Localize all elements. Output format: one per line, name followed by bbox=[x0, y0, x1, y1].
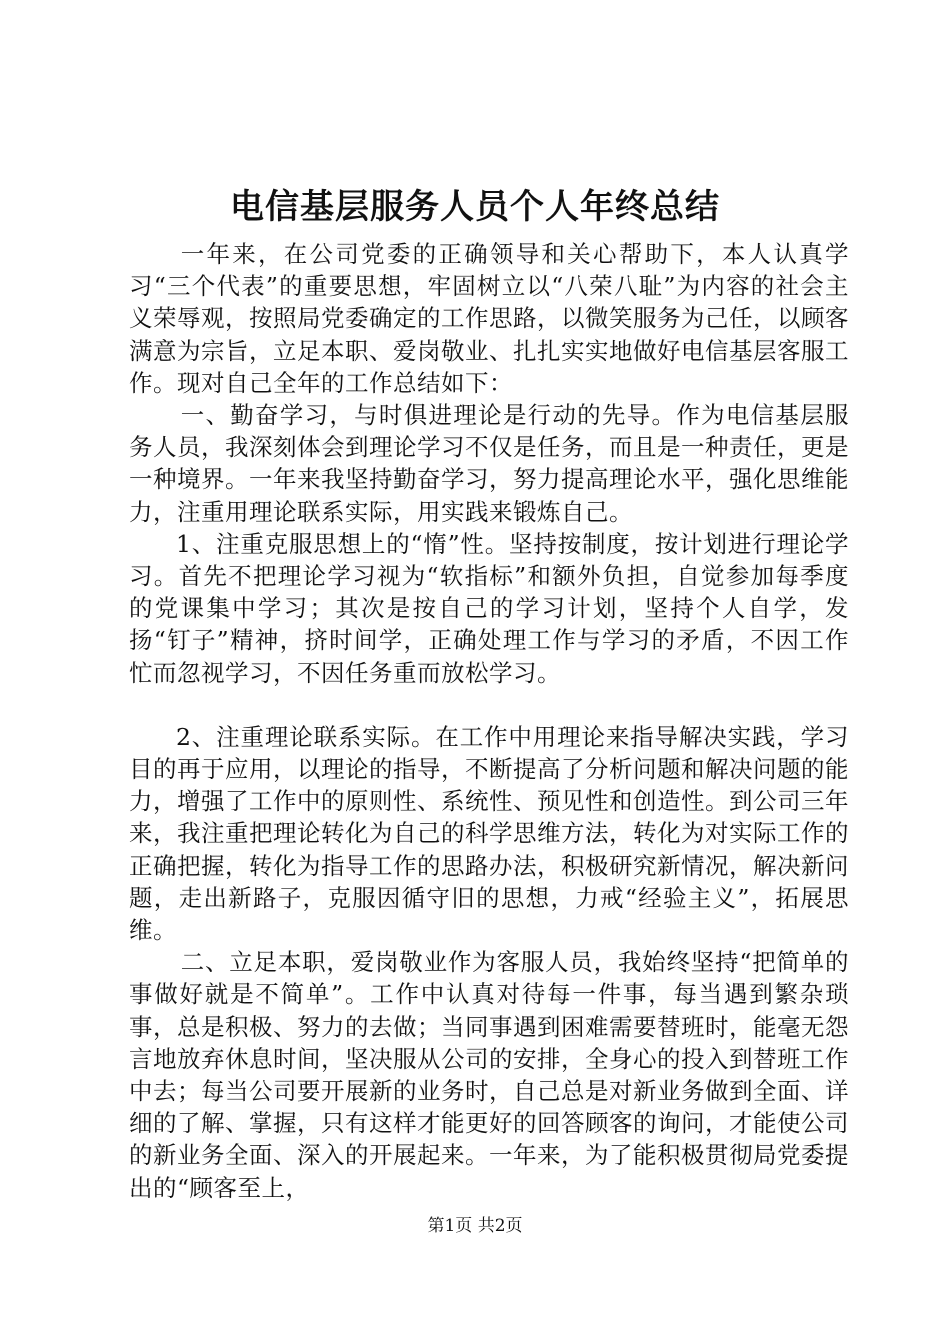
paragraph-section-2: 二、立足本职，爱岗敬业作为客服人员，我始终坚持“把简单的事做好就是不简单”。工作中认真对待每一件事，每当遇到繁杂琐事，总是积极、努力的去做；当同事遇到困难需要替班时，能毫无怨言地放弃休息时间，坚决服从公司的安排，全身心的投入到替班工作中去；每当公司要开展新的业务时，自己总是对新业务做到全面、详细的了解、掌握，只有这样才能更好的回答顾客的询问，才能使公司的新业务全面、深入的开展起来。一年来，为了能积极贯彻局党委提出的“顾客至上， bbox=[129, 948, 849, 1202]
paragraph-item-2: 2、注重理论联系实际。在工作中用理论来指导解决实践，学习目的再于应用，以理论的指导，不断提高了分析问题和解决问题的能力，增强了工作中的原则性、系统性、预见性和创造性。到公司三年来，我注重把理论转化为自己的科学思维方法，转化为对实际工作的正确把握，转化为指导工作的思路办法，积极研究新情况，解决新问题，走出新路子，克服因循守旧的思想，力戒“经验主义”，拓展思维。 bbox=[129, 722, 849, 945]
page-number-footer: 第1页 共2页 bbox=[427, 1216, 523, 1236]
document-body bbox=[129, 238, 849, 1204]
paragraph-spacer bbox=[129, 689, 849, 721]
paragraph-item-1: 1、注重克服思想上的“惰”性。坚持按制度，按计划进行理论学习。首先不把理论学习视为“软指标”和额外负担，自觉参加每季度的党课集中学习；其次是按自己的学习计划，坚持个人自学，发扬“钉子”精神，挤时间学，正确处理工作与学习的矛盾，不因工作忙而忽视学习，不因任务重而放松学习。 bbox=[129, 529, 849, 687]
paragraph-section-1: 一、勤奋学习，与时俱进理论是行动的先导。作为电信基层服务人员，我深刻体会到理论学习不仅是任务，而且是一种责任，更是一种境界。一年来我坚持勤奋学习，努力提高理论水平，强化思维能力，注重用理论联系实际，用实践来锻炼自己。 bbox=[129, 401, 849, 526]
paragraph-intro: 一年来，在公司党委的正确领导和关心帮助下，本人认真学习“三个代表”的重要思想，牢固树立以“八荣八耻”为内容的社会主义荣辱观，按照局党委确定的工作思路，以微笑服务为己任，以顾客满意为宗旨，立足本职、爱岗敬业、扎扎实实地做好电信基层客服工作。现对自己全年的工作总结如下： bbox=[129, 240, 849, 397]
document-title: 电信基层服务人员个人年终总结 bbox=[230, 187, 720, 227]
